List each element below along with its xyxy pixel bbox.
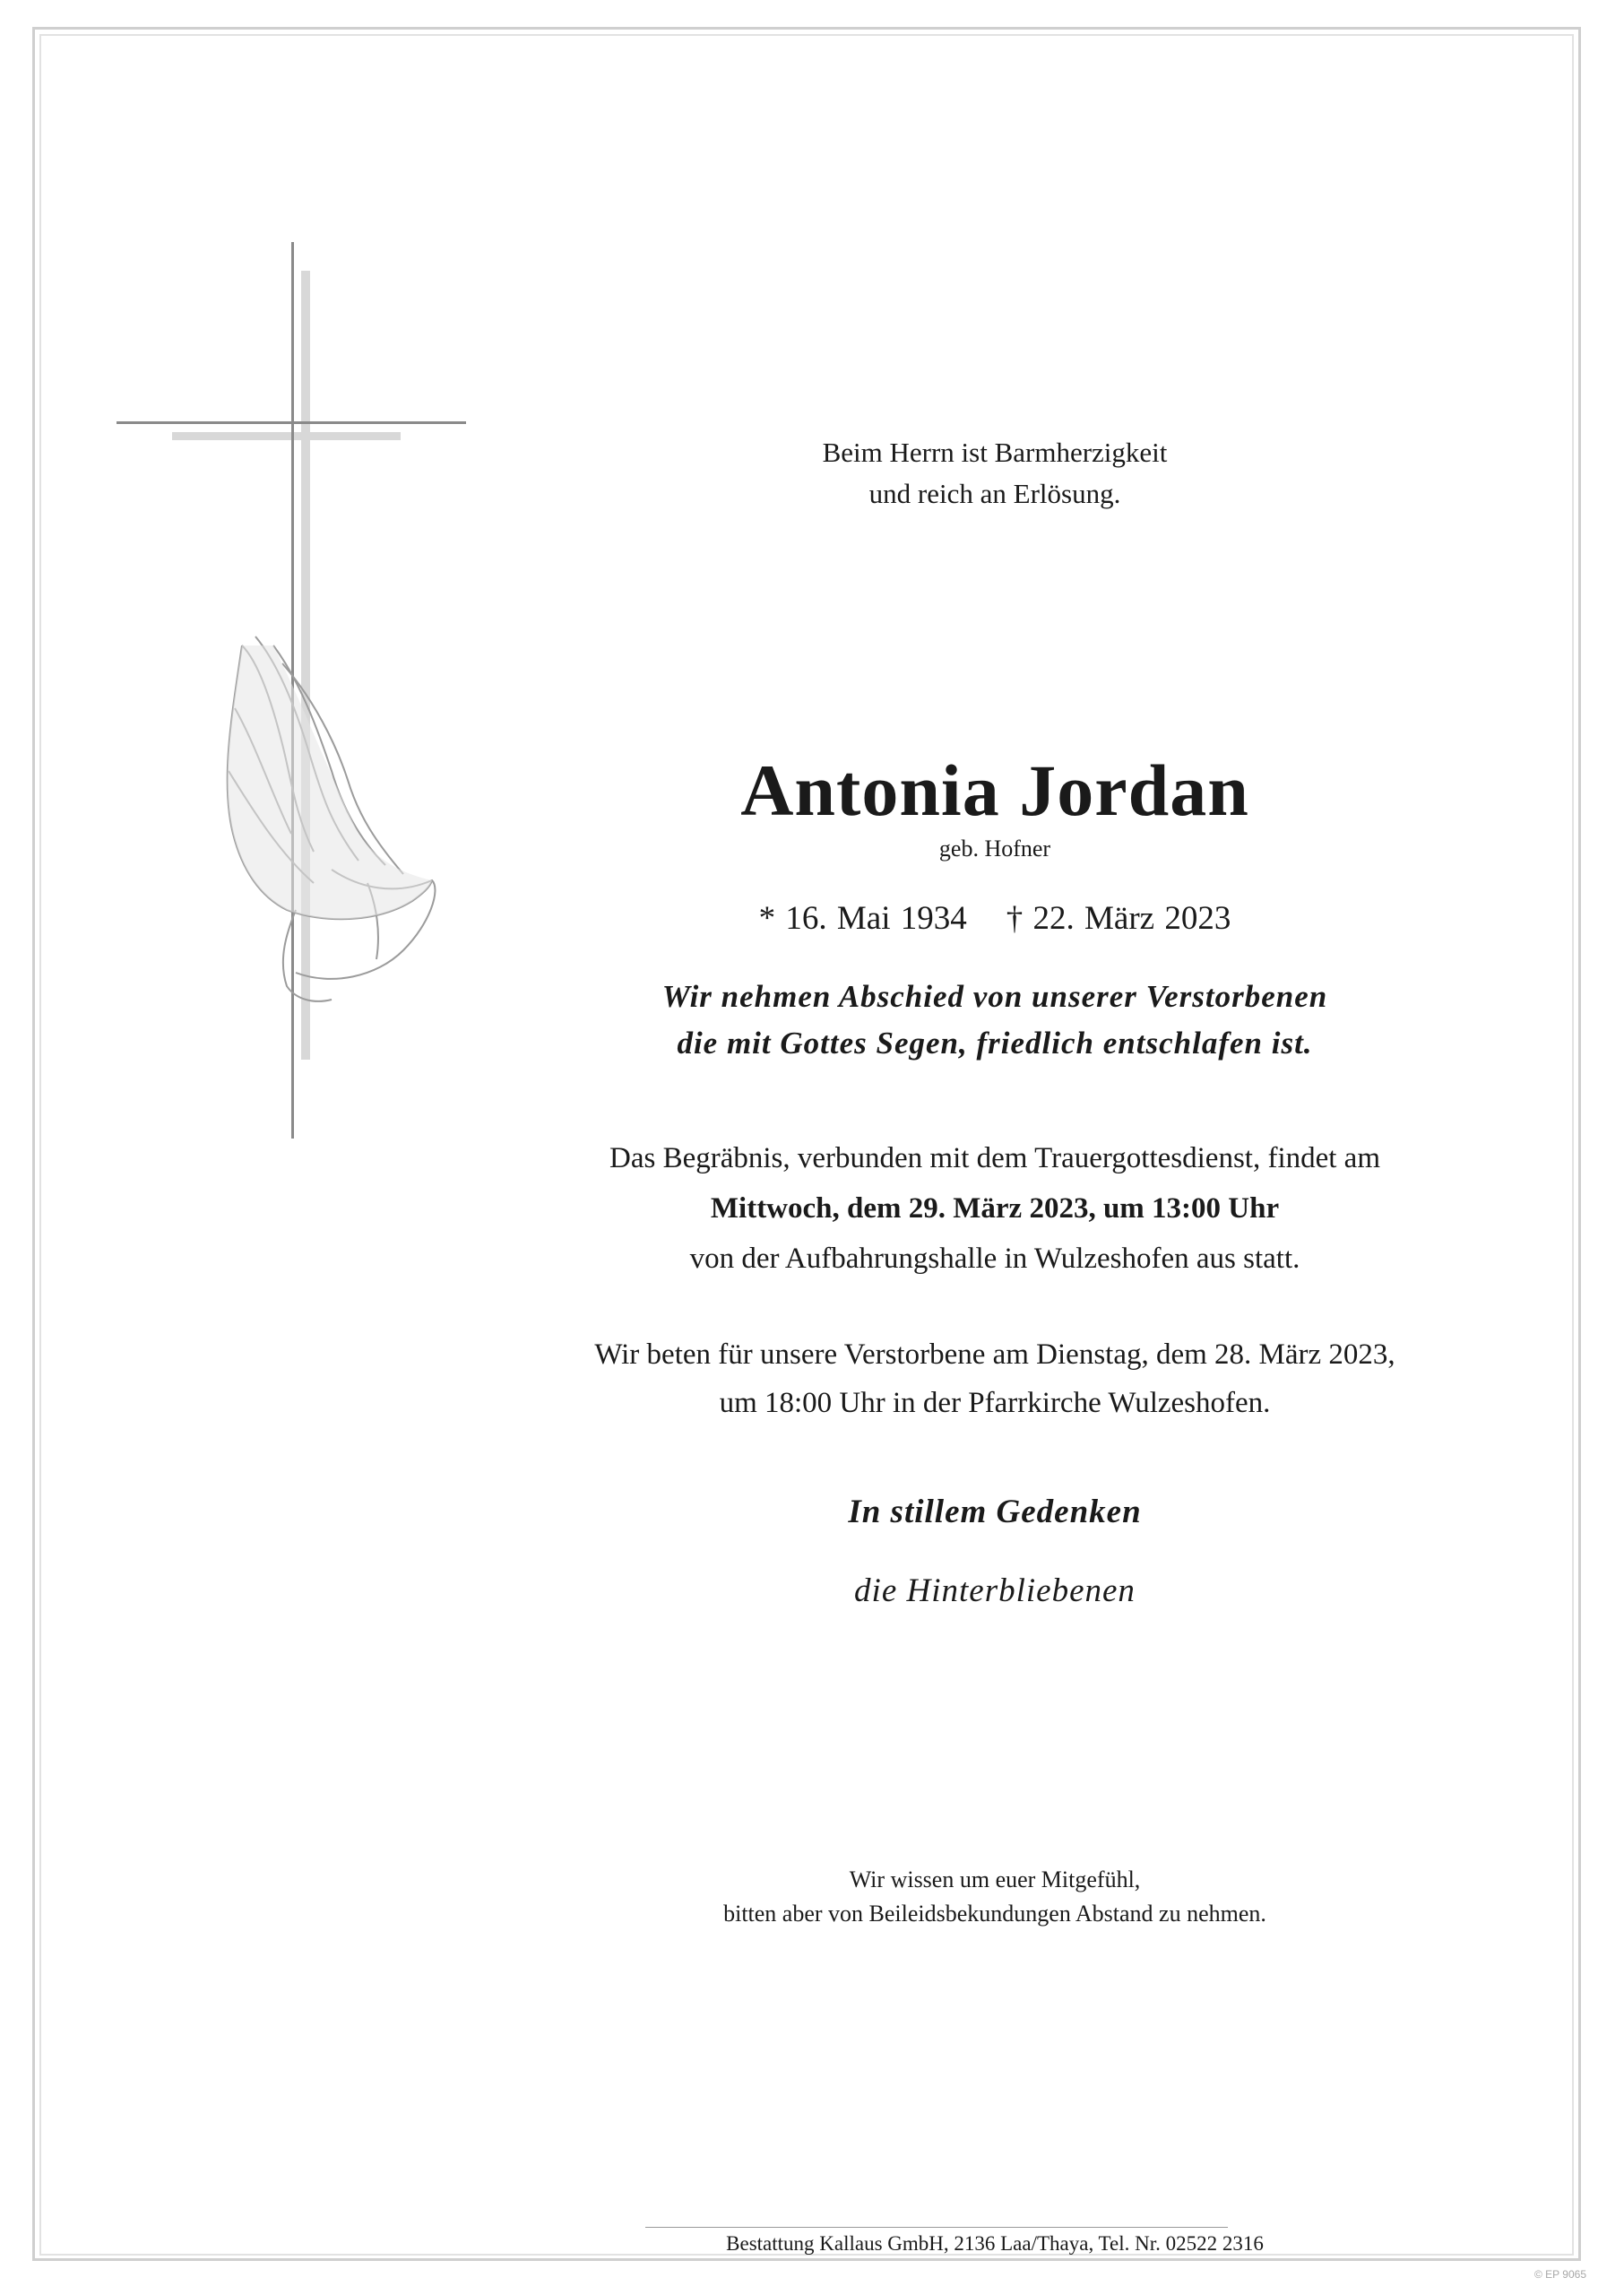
birth-date: * 16. Mai 1934 xyxy=(758,900,967,937)
condolence-note xyxy=(502,1863,1488,1931)
funeral-date-time: Mittwoch, dem 29. März 2023, um 13:00 Uhr xyxy=(710,1192,1280,1225)
prayer-notice xyxy=(502,1330,1488,1427)
funeral-line-1: Das Begräbnis, verbunden mit dem Trauergottesdienst, findet am xyxy=(609,1142,1380,1174)
print-code: © EP 9065 xyxy=(1534,2268,1586,2281)
cross-with-praying-hands-icon xyxy=(108,242,484,1148)
death-date: † 22. März 2023 xyxy=(1006,900,1231,937)
memory-line: In stillem Gedenken xyxy=(848,1494,1142,1530)
funeral-line-3: von der Aufbahrungshalle in Wulzeshofen aus statt. xyxy=(689,1243,1300,1275)
life-dates xyxy=(502,896,1488,941)
bereaved-signature: die Hinterbliebenen xyxy=(854,1572,1136,1609)
farewell-text xyxy=(502,974,1488,1067)
motto-line-1: Beim Herrn ist Barmherzigkeit xyxy=(822,437,1168,468)
condolence-line-1: Wir wissen um euer Mitgefühl, xyxy=(849,1866,1141,1892)
footer-divider xyxy=(645,2227,1228,2228)
motto xyxy=(502,432,1488,515)
prayer-line-2: um 18:00 Uhr in der Pfarrkirche Wulzeshofen. xyxy=(719,1387,1271,1419)
funeral-notice xyxy=(502,1133,1488,1284)
prayer-line-1: Wir beten für unsere Verstorbene am Dienstag, dem 28. März 2023, xyxy=(594,1338,1395,1371)
undertaker-footer: Bestattung Kallaus GmbH, 2136 Laa/Thaya, Tel. Nr. 02522 2316 xyxy=(726,2232,1264,2255)
condolence-line-2: bitten aber von Beileidsbekundungen Abstand zu nehmen. xyxy=(723,1901,1266,1927)
farewell-line-2: die mit Gottes Segen, friedlich entschlafen ist. xyxy=(677,1026,1313,1061)
maiden-name: geb. Hofner xyxy=(938,836,1051,862)
farewell-line-1: Wir nehmen Abschied von unserer Verstorbenen xyxy=(661,979,1328,1014)
motto-line-2: und reich an Erlösung. xyxy=(868,478,1121,509)
deceased-name: Antonia Jordan xyxy=(740,749,1249,831)
